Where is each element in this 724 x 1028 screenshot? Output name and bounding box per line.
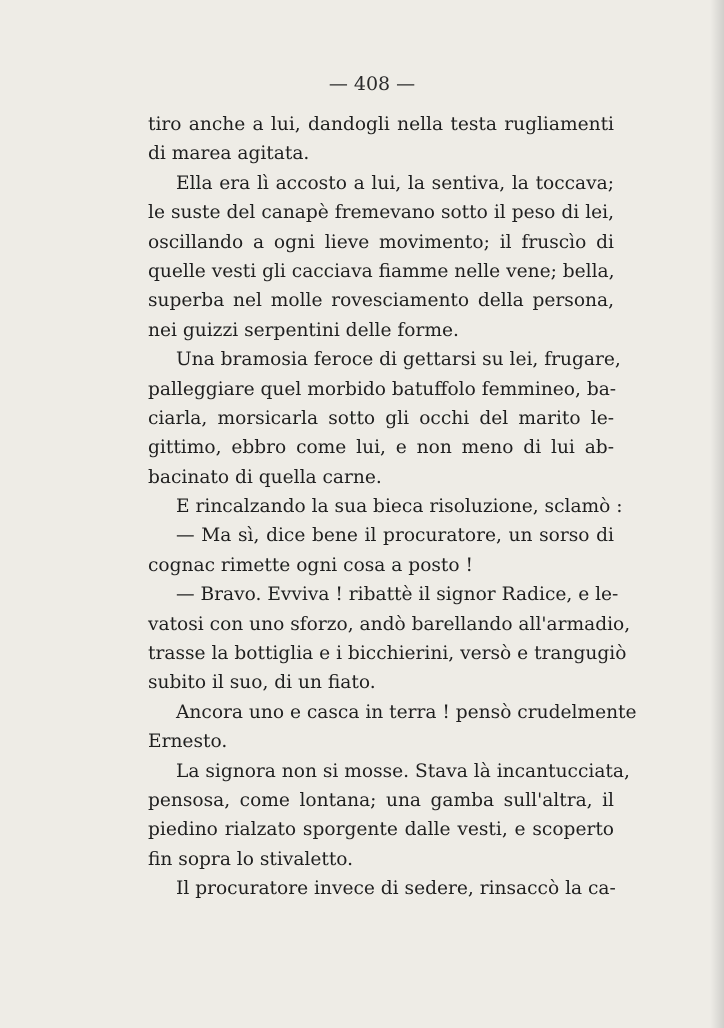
text-line: quelle vesti gli cacciava fiamme nelle vene; bella, xyxy=(148,260,615,282)
text-line: subito il suo, di un fiato. xyxy=(148,672,376,694)
text-line: Ella era lì accosto a lui, la sentiva, la toccava; xyxy=(176,172,614,194)
text-line: vatosi con uno sforzo, andò barellando all'armadio, xyxy=(148,613,631,635)
text-line: palleggiare quel morbido batuffolo femmineo, ba- xyxy=(148,378,617,400)
text-line: superba nel molle rovesciamento della persona, xyxy=(148,290,614,312)
text-line: bacinato di quella carne. xyxy=(148,466,382,488)
body-text xyxy=(148,110,637,904)
text-line: Ernesto. xyxy=(148,731,228,753)
text-line: le suste del canapè fremevano sotto il peso di lei, xyxy=(148,202,614,224)
text-line: fin sopra lo stivaletto. xyxy=(148,848,354,870)
text-line: ciarla, morsicarla sotto gli occhi del marito le- xyxy=(148,407,614,429)
text-line: E rincalzando la sua bieca risoluzione, sclamò : xyxy=(176,496,623,518)
text-line: Una bramosia feroce di gettarsi su lei, frugare, xyxy=(176,349,621,371)
text-line: — Bravo. Evviva ! ribattè il signor Radice, e le- xyxy=(176,584,619,606)
text-line: trasse la bottiglia e i bicchierini, versò e trangugiò xyxy=(148,643,627,665)
text-line: pensosa, come lontana; una gamba sull'altra, il xyxy=(148,789,614,811)
text-line: Ancora uno e casca in terra ! pensò crudelmente xyxy=(176,701,637,723)
text-line: — Ma sì, dice bene il procuratore, un sorso di xyxy=(176,525,614,547)
text-line: piedino rialzato sporgente dalle vesti, e scoperto xyxy=(148,819,614,841)
text-line: La signora non si mosse. Stava là incantucciata, xyxy=(176,760,630,782)
text-line: di marea agitata. xyxy=(148,143,310,165)
text-line: Il procuratore invece di sedere, rinsaccò la ca- xyxy=(176,878,616,900)
text-line: tiro anche a lui, dandogli nella testa rugliamenti xyxy=(148,114,614,135)
text-line: oscillando a ogni lieve movimento; il fruscìo di xyxy=(148,231,614,253)
text-line: cognac rimette ogni cosa a posto ! xyxy=(148,554,473,576)
page-edge-shadow xyxy=(710,0,724,1028)
text-line: nei guizzi serpentini delle forme. xyxy=(148,319,459,341)
text-line: gittimo, ebbro come lui, e non meno di lui ab- xyxy=(148,437,614,459)
page-number: — 408 — xyxy=(328,73,416,95)
